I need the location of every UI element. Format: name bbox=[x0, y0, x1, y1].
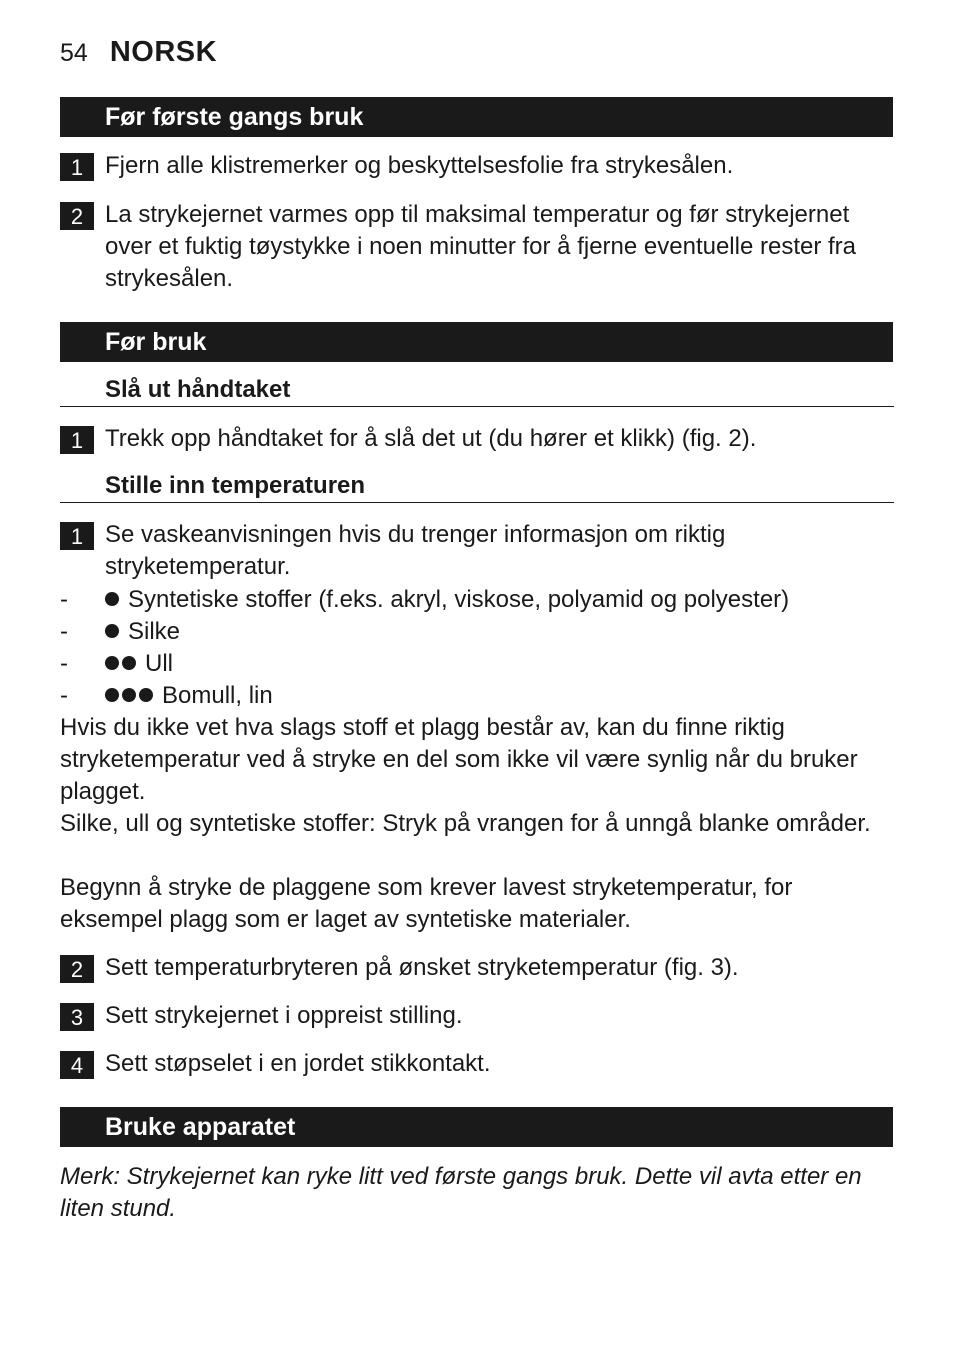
temperature-dot-icon bbox=[105, 586, 122, 613]
step-handle-1 bbox=[60, 423, 894, 455]
step-number: 1 bbox=[60, 426, 94, 454]
step-text: La strykejernet varmes opp til maksimal temperatur og før strykejernet over et fuktig tøystykke i noen minutter for å fjerne eventuelle rester fra strykesålen. bbox=[105, 201, 857, 292]
step-first-use-1 bbox=[60, 150, 894, 182]
step-text: Fjern alle klistremerker og beskyttelsesfolie fra strykesålen. bbox=[105, 152, 734, 179]
subheading-text: Stille inn temperaturen bbox=[105, 472, 366, 499]
list-item-wool bbox=[60, 648, 894, 680]
step-number: 2 bbox=[60, 202, 94, 230]
step-text: Sett strykejernet i oppreist stilling. bbox=[105, 1002, 463, 1029]
step-text: Trekk opp håndtaket for å slå det ut (du hører et klikk) (fig. 2). bbox=[105, 425, 757, 452]
section-header-before-use: Før bruk bbox=[60, 322, 893, 362]
list-item-silk bbox=[60, 616, 894, 648]
step-text: Sett temperaturbryteren på ønsket stryketemperatur (fig. 3). bbox=[105, 954, 739, 981]
step-temperature-3 bbox=[60, 1000, 894, 1032]
list-item-text: Syntetiske stoffer (f.eks. akryl, viskose, polyamid og polyester) bbox=[128, 586, 790, 613]
step-number: 3 bbox=[60, 1003, 94, 1031]
temperature-dot-icon bbox=[105, 618, 122, 645]
page-number: 54 bbox=[60, 39, 88, 67]
list-dash: - bbox=[60, 650, 68, 677]
list-dash: - bbox=[60, 682, 68, 709]
temperature-dots-icon bbox=[105, 650, 139, 677]
paragraph-start-ironing: Begynn å stryke de plaggene som krever lavest stryketemperatur, for eksempel plagg som er laget av syntetiske materialer. bbox=[60, 874, 793, 933]
step-temperature-2 bbox=[60, 952, 894, 984]
step-text: Sett støpselet i en jordet stikkontakt. bbox=[105, 1050, 491, 1077]
step-first-use-2 bbox=[60, 199, 894, 295]
step-number: 2 bbox=[60, 955, 94, 983]
paragraph-unknown-fabric: Hvis du ikke vet hva slags stoff et plagg består av, kan du finne riktig stryketemperatur ved å stryke en del som ikke vil være synlig når du bruker plagget. bbox=[60, 714, 858, 805]
list-item-text: Silke bbox=[128, 618, 181, 645]
step-text: Se vaskeanvisningen hvis du trenger informasjon om riktig stryketemperatur. bbox=[105, 521, 726, 580]
temperature-dots-icon bbox=[105, 682, 156, 709]
note-text: Merk: Strykejernet kan ryke litt ved første gangs bruk. Dette vil avta etter en liten stund. bbox=[60, 1163, 862, 1222]
subheading-handle bbox=[60, 374, 894, 407]
paragraph-silk-wool: Silke, ull og syntetiske stoffer: Stryk på vrangen for å unngå blanke områder. bbox=[60, 810, 871, 837]
list-item-text: Ull bbox=[145, 650, 173, 677]
section-header-first-use: Før første gangs bruk bbox=[60, 97, 893, 137]
list-item-cotton bbox=[60, 680, 894, 712]
list-item-text: Bomull, lin bbox=[162, 682, 273, 709]
step-temperature-4 bbox=[60, 1048, 894, 1080]
language-heading: NORSK bbox=[109, 36, 218, 68]
list-dash: - bbox=[60, 618, 68, 645]
subheading-text: Slå ut håndtaket bbox=[105, 376, 291, 403]
list-item-synthetic bbox=[60, 584, 894, 616]
section-header-using: Bruke apparatet bbox=[60, 1107, 893, 1147]
step-number: 1 bbox=[60, 153, 94, 181]
page-header bbox=[60, 36, 217, 72]
step-number: 4 bbox=[60, 1051, 94, 1079]
step-number: 1 bbox=[60, 522, 94, 550]
list-dash: - bbox=[60, 586, 68, 613]
step-temperature-1 bbox=[60, 519, 894, 583]
subheading-temperature bbox=[60, 470, 894, 503]
